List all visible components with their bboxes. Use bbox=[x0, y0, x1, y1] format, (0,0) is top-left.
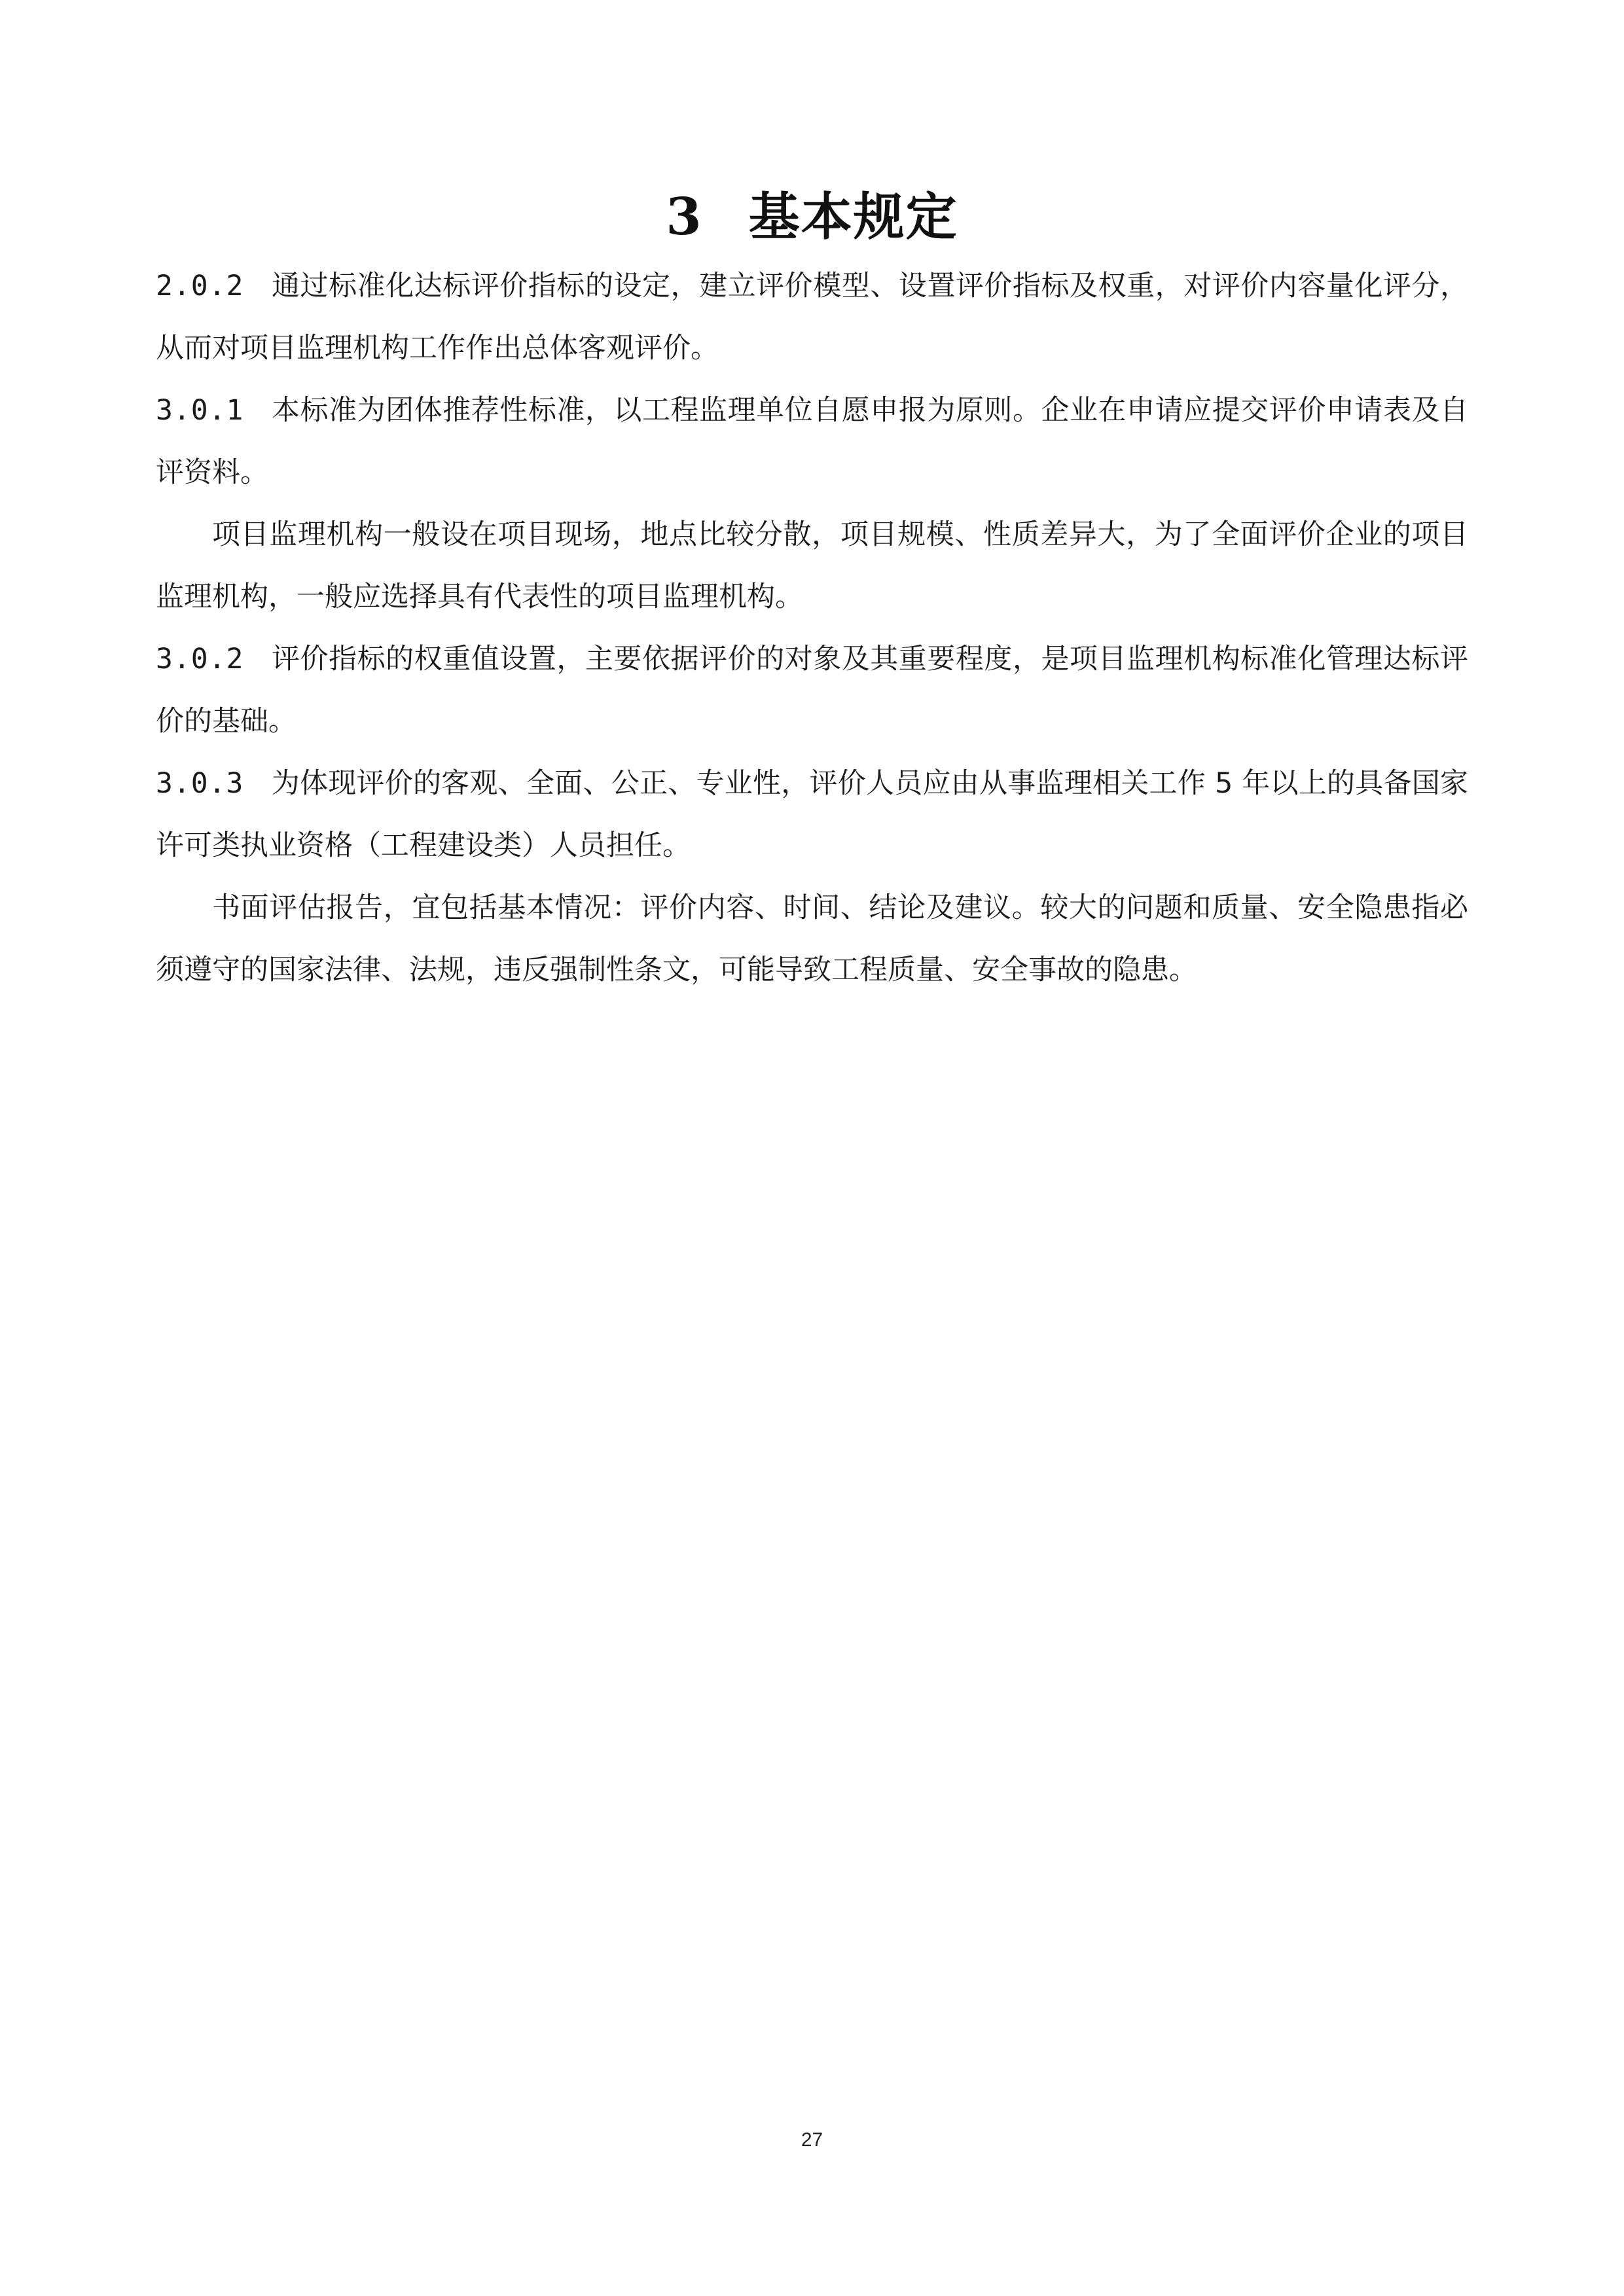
body-text bbox=[156, 255, 1468, 1001]
clause-paragraph bbox=[156, 628, 1468, 753]
clause-number: 2.0.2 bbox=[156, 270, 244, 302]
clause-text: 为体现评价的客观、全面、公正、专业性，评价人员应由从事监理相关工作 5 年以上的具备国家许可类执业资格（工程建设类）人员担任。 bbox=[156, 767, 1468, 862]
clause-text: 通过标准化达标评价指标的设定，建立评价模型、设置评价指标及权重，对评价内容量化评分，从而对项目监理机构工作作出总体客观评价。 bbox=[156, 270, 1468, 365]
clause-text: 评价指标的权重值设置，主要依据评价的对象及其重要程度，是项目监理机构标准化管理达标评价的基础。 bbox=[156, 643, 1468, 738]
clause-paragraph bbox=[156, 255, 1468, 380]
explanation-paragraph bbox=[156, 504, 1468, 628]
clause-paragraph bbox=[156, 380, 1468, 504]
clause-number: 3.0.3 bbox=[156, 767, 244, 800]
explanation-paragraph bbox=[156, 877, 1468, 1001]
paragraph-text: 书面评估报告，宜包括基本情况：评价内容、时间、结论及建议。较大的问题和质量、安全隐患指必须遵守的国家法律、法规，违反强制性条文，可能导致工程质量、安全事故的隐患。 bbox=[156, 891, 1468, 986]
page-number: 27 bbox=[801, 2129, 823, 2151]
clause-paragraph bbox=[156, 753, 1468, 877]
clause-number: 3.0.2 bbox=[156, 643, 244, 675]
chapter-number: 3 bbox=[666, 187, 703, 247]
clause-number: 3.0.1 bbox=[156, 394, 244, 427]
chapter-heading: 基本规定 bbox=[748, 187, 958, 247]
paragraph-text: 项目监理机构一般设在项目现场，地点比较分散，项目规模、性质差异大，为了全面评价企业的项目监理机构，一般应选择具有代表性的项目监理机构。 bbox=[156, 518, 1468, 613]
chapter-title bbox=[0, 181, 1624, 253]
clause-text: 本标准为团体推荐性标准，以工程监理单位自愿申报为原则。企业在申请应提交评价申请表及自评资料。 bbox=[156, 394, 1468, 489]
